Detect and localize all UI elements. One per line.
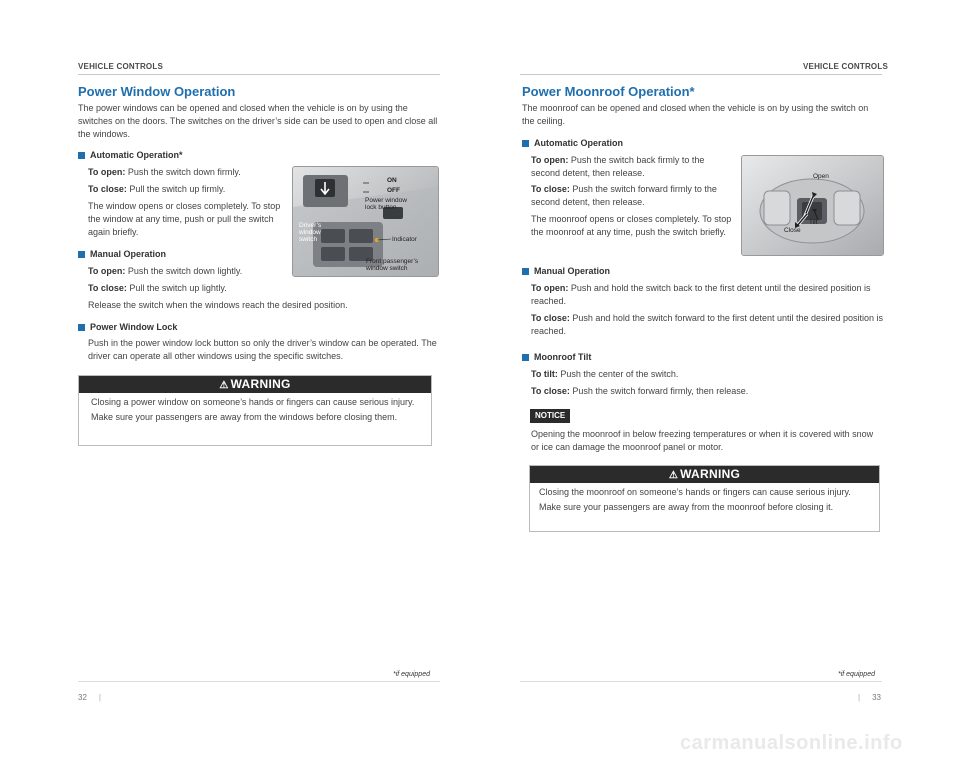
moonroof-auto-heading-text: Automatic Operation	[534, 138, 624, 148]
bullet-square-icon	[78, 324, 85, 331]
right-intro-text: The moonroof can be opened and closed when the vehicle is on by using the switch on the ceiling.	[522, 103, 869, 126]
moonroof-auto-close-text: Push the switch forward firmly to the second detent, then release.	[531, 184, 717, 207]
driver-switch-line-1: Driver’s	[299, 222, 322, 229]
manual-open-text: Push the switch down lightly.	[125, 266, 243, 276]
moonroof-tilt-label: To tilt:	[531, 369, 558, 379]
window-switch-figure	[292, 166, 439, 277]
moonroof-switch-figure	[741, 155, 884, 256]
moonroof-manual-open-text: Push and hold the switch back to the first detent until the desired position is reached.	[531, 283, 871, 306]
left-warning-box	[78, 375, 432, 446]
window-lock-heading	[78, 322, 177, 332]
warning-triangle-icon: ⚠	[219, 380, 229, 391]
moonroof-tilt-close-text: Push the switch forward firmly, then release.	[569, 386, 749, 396]
left-footer-rule	[78, 681, 440, 682]
bullet-square-icon	[522, 268, 529, 275]
moonroof-auto-open-label: To open:	[531, 155, 569, 165]
lock-button-line-2: lock button	[365, 204, 397, 211]
moonroof-auto-open	[531, 154, 731, 180]
window-lock-heading-text: Power Window Lock	[90, 322, 178, 332]
lock-button-line-1: Power window	[365, 197, 407, 204]
warning-triangle-icon: ⚠	[668, 470, 679, 481]
moonroof-switch-illustration	[742, 156, 883, 255]
notice-text: Opening the moonroof in below freezing temperatures or when it is covered with snow or ice can damage the moonroof panel or motor.	[531, 429, 874, 452]
figure-label-lock-button	[365, 197, 407, 211]
auto-close-label: To close:	[88, 184, 127, 194]
left-header-rule	[78, 74, 440, 75]
moonroof-manual-open	[531, 282, 885, 308]
manual-open-line	[88, 265, 242, 278]
left-intro-text: The power windows can be opened and closed when the vehicle is on by using the switches on the doors. The switches on the driver’s side can be used to open and close all the windows.	[78, 103, 438, 139]
left-warning-line-2: Make sure your passengers are away from the windows before closing them.	[91, 412, 398, 422]
right-header-rule	[520, 74, 882, 75]
figure-label-passenger-switch	[366, 258, 418, 272]
moonroof-label-open: Open	[813, 173, 829, 180]
manual-open-label: To open:	[88, 266, 126, 276]
moonroof-auto-close-label: To close:	[531, 184, 570, 194]
watermark-text: carmanualsonline.info	[680, 732, 903, 754]
left-page-separator: |	[98, 693, 101, 702]
moonroof-manual-heading-text: Manual Operation	[534, 266, 611, 276]
moonroof-tilt-text: Push the center of the switch.	[557, 369, 679, 379]
moonroof-manual-close-label: To close:	[531, 313, 570, 323]
moonroof-label-close: Close	[784, 227, 801, 234]
driver-switch-line-3: switch	[299, 236, 318, 243]
window-lock-text: Push in the power window lock button so only the driver’s window can be operated. The driver can operate all other windows using the specific switches.	[88, 338, 437, 361]
auto-open-label: To open:	[88, 167, 126, 177]
moonroof-auto-open-text: Push the switch back firmly to the second detent, then release.	[531, 155, 705, 178]
right-warning-bar	[530, 466, 879, 483]
bullet-square-icon	[522, 354, 529, 361]
manual-note: Release the switch when the windows reach the desired position.	[88, 300, 348, 310]
right-warning-title: WARNING	[680, 467, 741, 481]
moonroof-auto-close	[531, 183, 736, 209]
passenger-switch-line-2: window switch	[366, 265, 408, 272]
notice-badge: NOTICE	[530, 409, 570, 423]
right-section-header: VEHICLE CONTROLS	[803, 62, 888, 71]
auto-note: The window opens or closes completely. To stop the window at any time, push or pull the switch again briefly.	[88, 201, 281, 237]
right-page-number	[858, 693, 881, 702]
moonroof-manual-close-text: Push and hold the switch forward to the first detent until the desired position is reached.	[531, 313, 884, 336]
figure-label-on: ON	[387, 177, 397, 184]
moonroof-tilt-heading	[522, 352, 591, 362]
auto-close-line	[88, 183, 225, 196]
manual-close-label: To close:	[88, 283, 127, 293]
auto-open-text: Push the switch down firmly.	[125, 167, 241, 177]
left-warning-title: WARNING	[230, 377, 291, 391]
left-warning-line-1: Closing a power window on someone’s hands or fingers can cause serious injury.	[91, 397, 415, 407]
right-warning-line-2: Make sure your passengers are away from the moonroof before closing it.	[539, 502, 834, 512]
right-footer-rule	[520, 681, 882, 682]
moonroof-manual-close	[531, 312, 885, 338]
right-footnote: *if equipped	[838, 671, 875, 678]
moonroof-tilt-close-label: To close:	[531, 386, 570, 396]
moonroof-tilt-line	[531, 368, 678, 381]
moonroof-tilt-heading-text: Moonroof Tilt	[534, 352, 592, 362]
right-warning-line-1: Closing the moonroof on someone’s hands or fingers can cause serious injury.	[539, 487, 851, 497]
auto-close-text: Pull the switch up firmly.	[126, 184, 226, 194]
moonroof-auto-heading	[522, 138, 623, 148]
moonroof-auto-note: The moonroof opens or closes completely. To stop the moonroof at any time, push the switch briefly.	[531, 214, 732, 237]
auto-operation-heading	[78, 150, 183, 160]
right-page-title: Power Moonroof Operation*	[522, 84, 695, 99]
auto-operation-heading-text: Automatic Operation*	[90, 150, 183, 160]
manual-operation-heading	[78, 249, 166, 259]
auto-open-line	[88, 166, 241, 179]
figure-label-driver-switch	[299, 222, 321, 243]
left-page-number	[78, 693, 101, 702]
manual-close-text: Pull the switch up lightly.	[126, 283, 227, 293]
right-page-separator: |	[858, 693, 861, 702]
right-page-number-value: 33	[872, 693, 881, 702]
moonroof-manual-open-label: To open:	[531, 283, 569, 293]
bullet-square-icon	[78, 152, 85, 159]
moonroof-tilt-close-line	[531, 385, 748, 398]
left-page-number-value: 32	[78, 693, 87, 702]
left-warning-bar	[79, 376, 431, 393]
bullet-square-icon	[78, 251, 85, 258]
passenger-switch-line-1: Front passenger’s	[366, 258, 419, 265]
driver-switch-line-2: window	[299, 229, 321, 236]
manual-close-line	[88, 282, 227, 295]
figure-label-indicator: Indicator	[392, 236, 417, 243]
manual-operation-heading-text: Manual Operation	[90, 249, 167, 259]
left-footnote: *if equipped	[393, 671, 430, 678]
figure-label-off: OFF	[387, 187, 400, 194]
left-section-header: VEHICLE CONTROLS	[78, 62, 163, 71]
left-page-title: Power Window Operation	[78, 84, 236, 99]
moonroof-label-tilt: Tilt	[809, 219, 818, 226]
bullet-square-icon	[522, 140, 529, 147]
moonroof-manual-heading	[522, 266, 610, 276]
right-warning-box	[529, 465, 880, 532]
